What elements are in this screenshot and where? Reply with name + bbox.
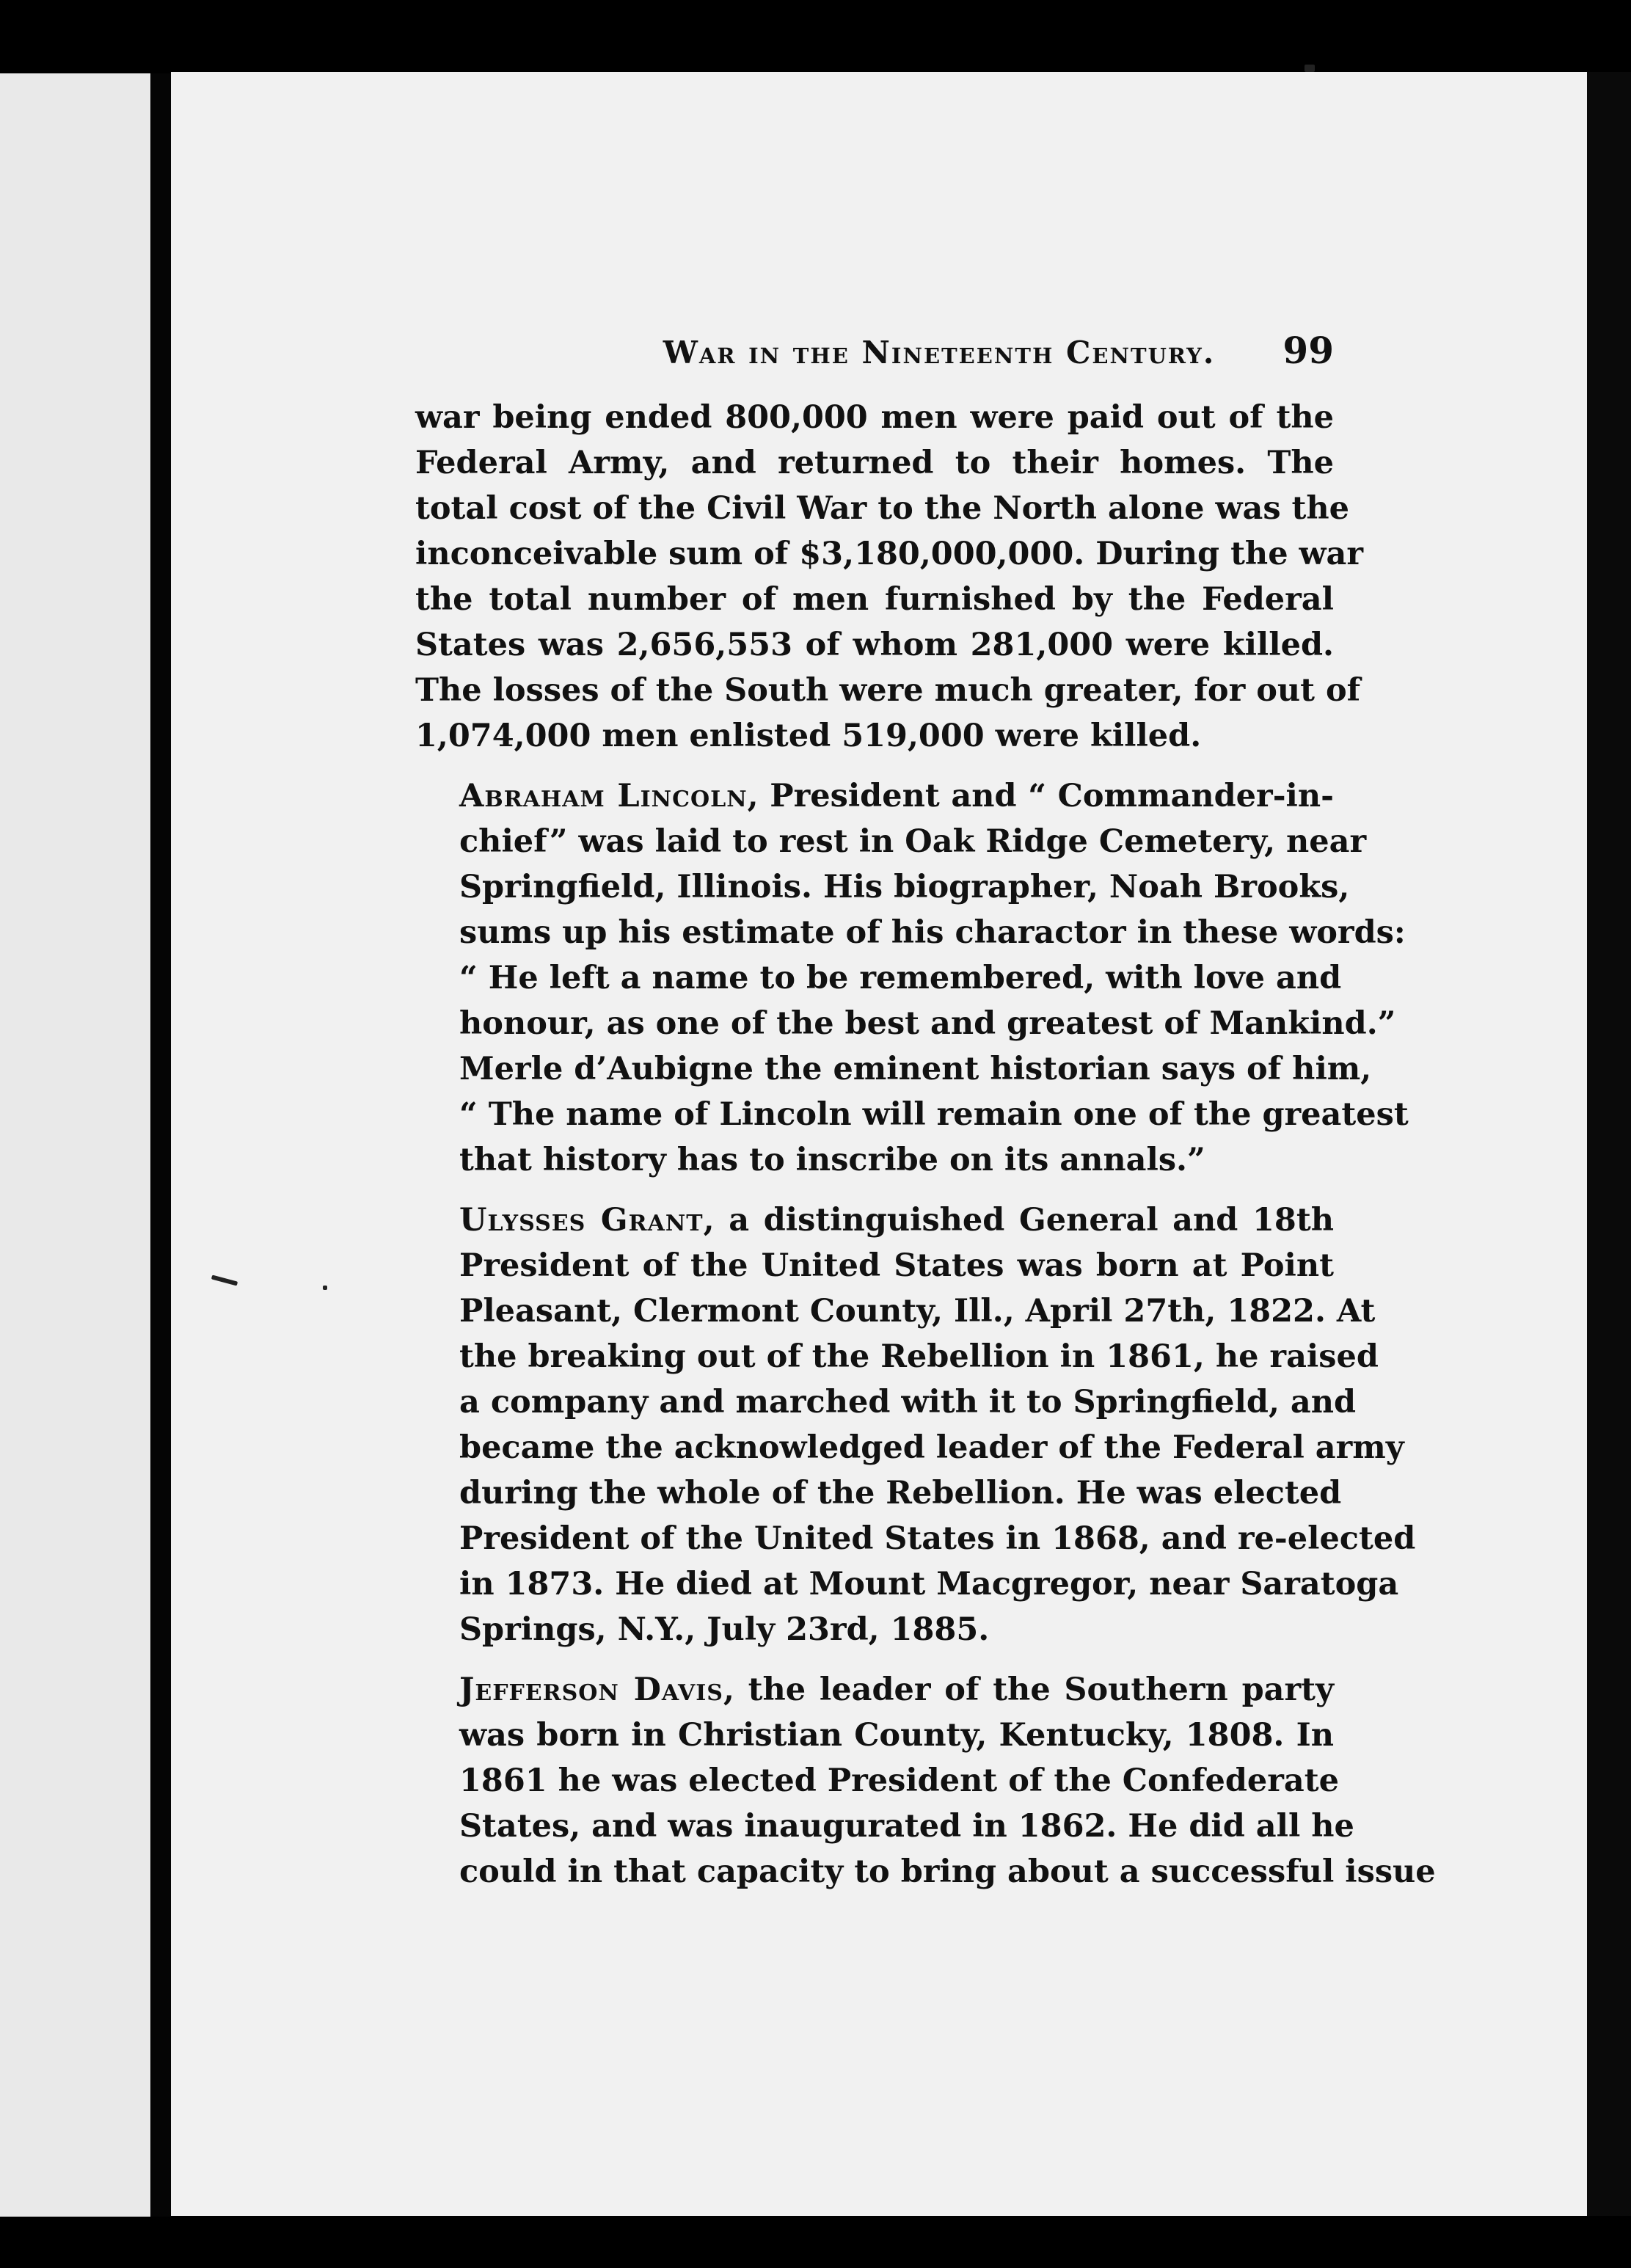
text-line: the total number of men furnished by the Federal xyxy=(415,581,1334,618)
paragraph xyxy=(415,395,1364,759)
book-gutter xyxy=(150,73,171,2217)
scan-speck xyxy=(323,1286,327,1290)
text-line: sums up his estimate of his charactor in these words: xyxy=(459,914,1406,951)
scan-speck xyxy=(1305,65,1315,72)
text-line: Springfield, Illinois. His biographer, Noah Brooks, xyxy=(459,869,1350,905)
text-line: inconceivable sum of $3,180,000,000. During the war xyxy=(415,536,1364,572)
text-line: during the whole of the Rebellion. He was elected xyxy=(459,1475,1342,1512)
running-title: War in the Nineteenth Century. xyxy=(663,335,1216,371)
text-line: 1861 he was elected President of the Confederate xyxy=(459,1762,1339,1799)
text-line: Pleasant, Clermont County, Ill., April 27th, 1822. At xyxy=(459,1293,1376,1330)
text-line: States, and was inaugurated in 1862. He did all he xyxy=(459,1808,1354,1845)
text-line: Springs, N.Y., July 23rd, 1885. xyxy=(459,1611,990,1648)
text-line: a company and marched with it to Springfield, and xyxy=(459,1384,1357,1421)
name-lead: Jefferson Davis xyxy=(459,1671,723,1708)
page-number: 99 xyxy=(1282,329,1334,372)
paragraph-grant xyxy=(415,1197,1416,1652)
running-head xyxy=(415,329,1334,387)
left-page-margin xyxy=(0,73,150,2217)
text-line: 1,074,000 men enlisted 519,000 were killed. xyxy=(415,718,1202,754)
text-line: total cost of the Civil War to the North alone was the xyxy=(415,490,1350,527)
text-line: war being ended 800,000 men were paid out of the xyxy=(415,399,1334,436)
paragraph-lincoln xyxy=(415,773,1409,1183)
text-line: Federal Army, and returned to their homes. The xyxy=(415,445,1334,481)
right-page-edge xyxy=(1587,72,1631,2216)
text-line: that history has to inscribe on its annals.” xyxy=(459,1142,1205,1178)
text-line: could in that capacity to bring about a successful issue xyxy=(459,1853,1436,1890)
text-line: States was 2,656,553 of whom 281,000 were killed. xyxy=(415,627,1334,663)
text-line xyxy=(415,773,1334,819)
text-line: honour, as one of the best and greatest of Mankind.” xyxy=(459,1005,1396,1042)
text-line: was born in Christian County, Kentucky, 1808. In xyxy=(459,1717,1334,1754)
text-line xyxy=(415,1197,1334,1243)
text-run: , President and “ Commander-in- xyxy=(747,778,1334,814)
text-line: President of the United States in 1868, and re-elected xyxy=(459,1520,1416,1557)
text-run: , the leader of the Southern party xyxy=(723,1671,1334,1708)
text-line: “ He left a name to be remembered, with love and xyxy=(459,960,1342,996)
text-line: the breaking out of the Rebellion in 1861, he raised xyxy=(459,1338,1379,1375)
text-line: Merle d’Aubigne the eminent historian says of him, xyxy=(459,1051,1372,1087)
text-line: became the acknowledged leader of the Federal army xyxy=(459,1429,1404,1466)
text-line: The losses of the South were much greater, for out of xyxy=(415,672,1361,709)
name-lead: Abraham Lincoln xyxy=(459,778,748,814)
text-run: , a distinguished General and 18th xyxy=(703,1202,1334,1239)
page-body xyxy=(415,329,1436,1895)
text-line: “ The name of Lincoln will remain one of the greatest xyxy=(459,1096,1409,1133)
text-line: chief” was laid to rest in Oak Ridge Cemetery, near xyxy=(459,823,1367,860)
text-line: in 1873. He died at Mount Macgregor, near Saratoga xyxy=(459,1566,1399,1602)
text-line: President of the United States was born at Point xyxy=(459,1247,1334,1284)
text-line xyxy=(415,1667,1334,1713)
name-lead: Ulysses Grant xyxy=(459,1202,704,1239)
paragraph-davis xyxy=(415,1667,1436,1895)
